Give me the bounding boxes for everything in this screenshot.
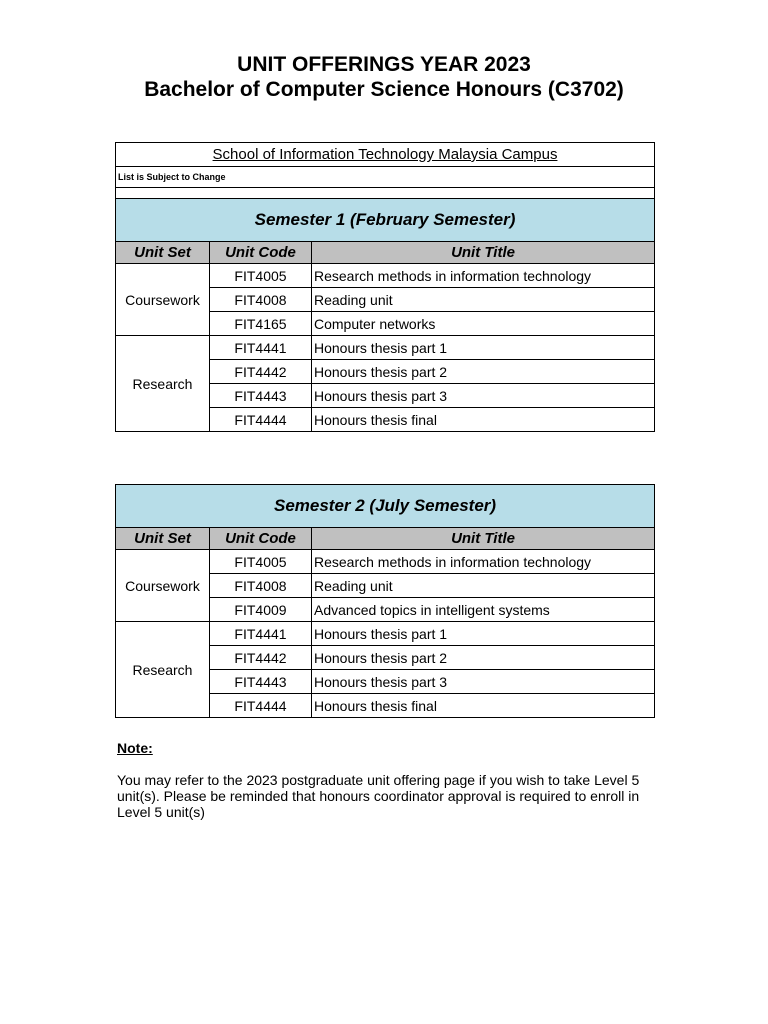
note-section [117, 740, 657, 820]
unit-code: FIT4441 [210, 336, 312, 360]
unit-title: Honours thesis final [312, 408, 655, 432]
unit-code: FIT4008 [210, 288, 312, 312]
table-row [116, 336, 655, 360]
unit-code: FIT4165 [210, 312, 312, 336]
unit-title: Honours thesis part 1 [312, 336, 655, 360]
title-line-1: UNIT OFFERINGS YEAR 2023 [237, 53, 531, 76]
unit-set-research: Research [116, 336, 210, 432]
header-unit-set: Unit Set [116, 242, 210, 264]
school-name-text: School of Information Technology Malaysia Campus [212, 146, 558, 163]
note-text: You may refer to the 2023 postgraduate unit offering page if you wish to take Level 5 unit(s). Please be reminded that honours coordinator approval is required to enroll in Level 5 unit(s) [117, 772, 640, 820]
semester-2-title: Semester 2 (July Semester) [116, 485, 655, 528]
table-row [116, 264, 655, 288]
unit-title: Reading unit [312, 574, 655, 598]
unit-title: Research methods in information technology [312, 550, 655, 574]
unit-set-coursework: Coursework [116, 550, 210, 622]
unit-title: Honours thesis part 3 [312, 670, 655, 694]
unit-code: FIT4009 [210, 598, 312, 622]
unit-title: Honours thesis part 3 [312, 384, 655, 408]
unit-title: Honours thesis part 1 [312, 622, 655, 646]
unit-title: Reading unit [312, 288, 655, 312]
school-name [116, 143, 655, 167]
unit-title: Honours thesis part 2 [312, 360, 655, 384]
unit-title: Honours thesis final [312, 694, 655, 718]
header-unit-title: Unit Title [312, 242, 655, 264]
unit-code: FIT4008 [210, 574, 312, 598]
header-unit-code: Unit Code [210, 242, 312, 264]
unit-title: Research methods in information technology [312, 264, 655, 288]
unit-code: FIT4443 [210, 384, 312, 408]
unit-code: FIT4443 [210, 670, 312, 694]
page-title [0, 52, 768, 102]
unit-title: Computer networks [312, 312, 655, 336]
semester-1-title: Semester 1 (February Semester) [116, 199, 655, 242]
unit-code: FIT4005 [210, 550, 312, 574]
note-label: Note: [117, 740, 153, 756]
unit-code: FIT4442 [210, 360, 312, 384]
unit-code: FIT4005 [210, 264, 312, 288]
subject-note: List is Subject to Change [116, 167, 655, 188]
header-unit-title: Unit Title [312, 528, 655, 550]
unit-code: FIT4441 [210, 622, 312, 646]
semester-1-table [115, 142, 655, 432]
table-row [116, 550, 655, 574]
blank-row [116, 188, 655, 199]
unit-set-coursework: Coursework [116, 264, 210, 336]
unit-title: Advanced topics in intelligent systems [312, 598, 655, 622]
unit-title: Honours thesis part 2 [312, 646, 655, 670]
unit-code: FIT4444 [210, 694, 312, 718]
header-unit-set: Unit Set [116, 528, 210, 550]
table-row [116, 622, 655, 646]
unit-code: FIT4444 [210, 408, 312, 432]
semester-2-table [115, 484, 655, 718]
header-unit-code: Unit Code [210, 528, 312, 550]
unit-code: FIT4442 [210, 646, 312, 670]
title-line-2: Bachelor of Computer Science Honours (C3702) [144, 78, 624, 101]
unit-set-research: Research [116, 622, 210, 718]
